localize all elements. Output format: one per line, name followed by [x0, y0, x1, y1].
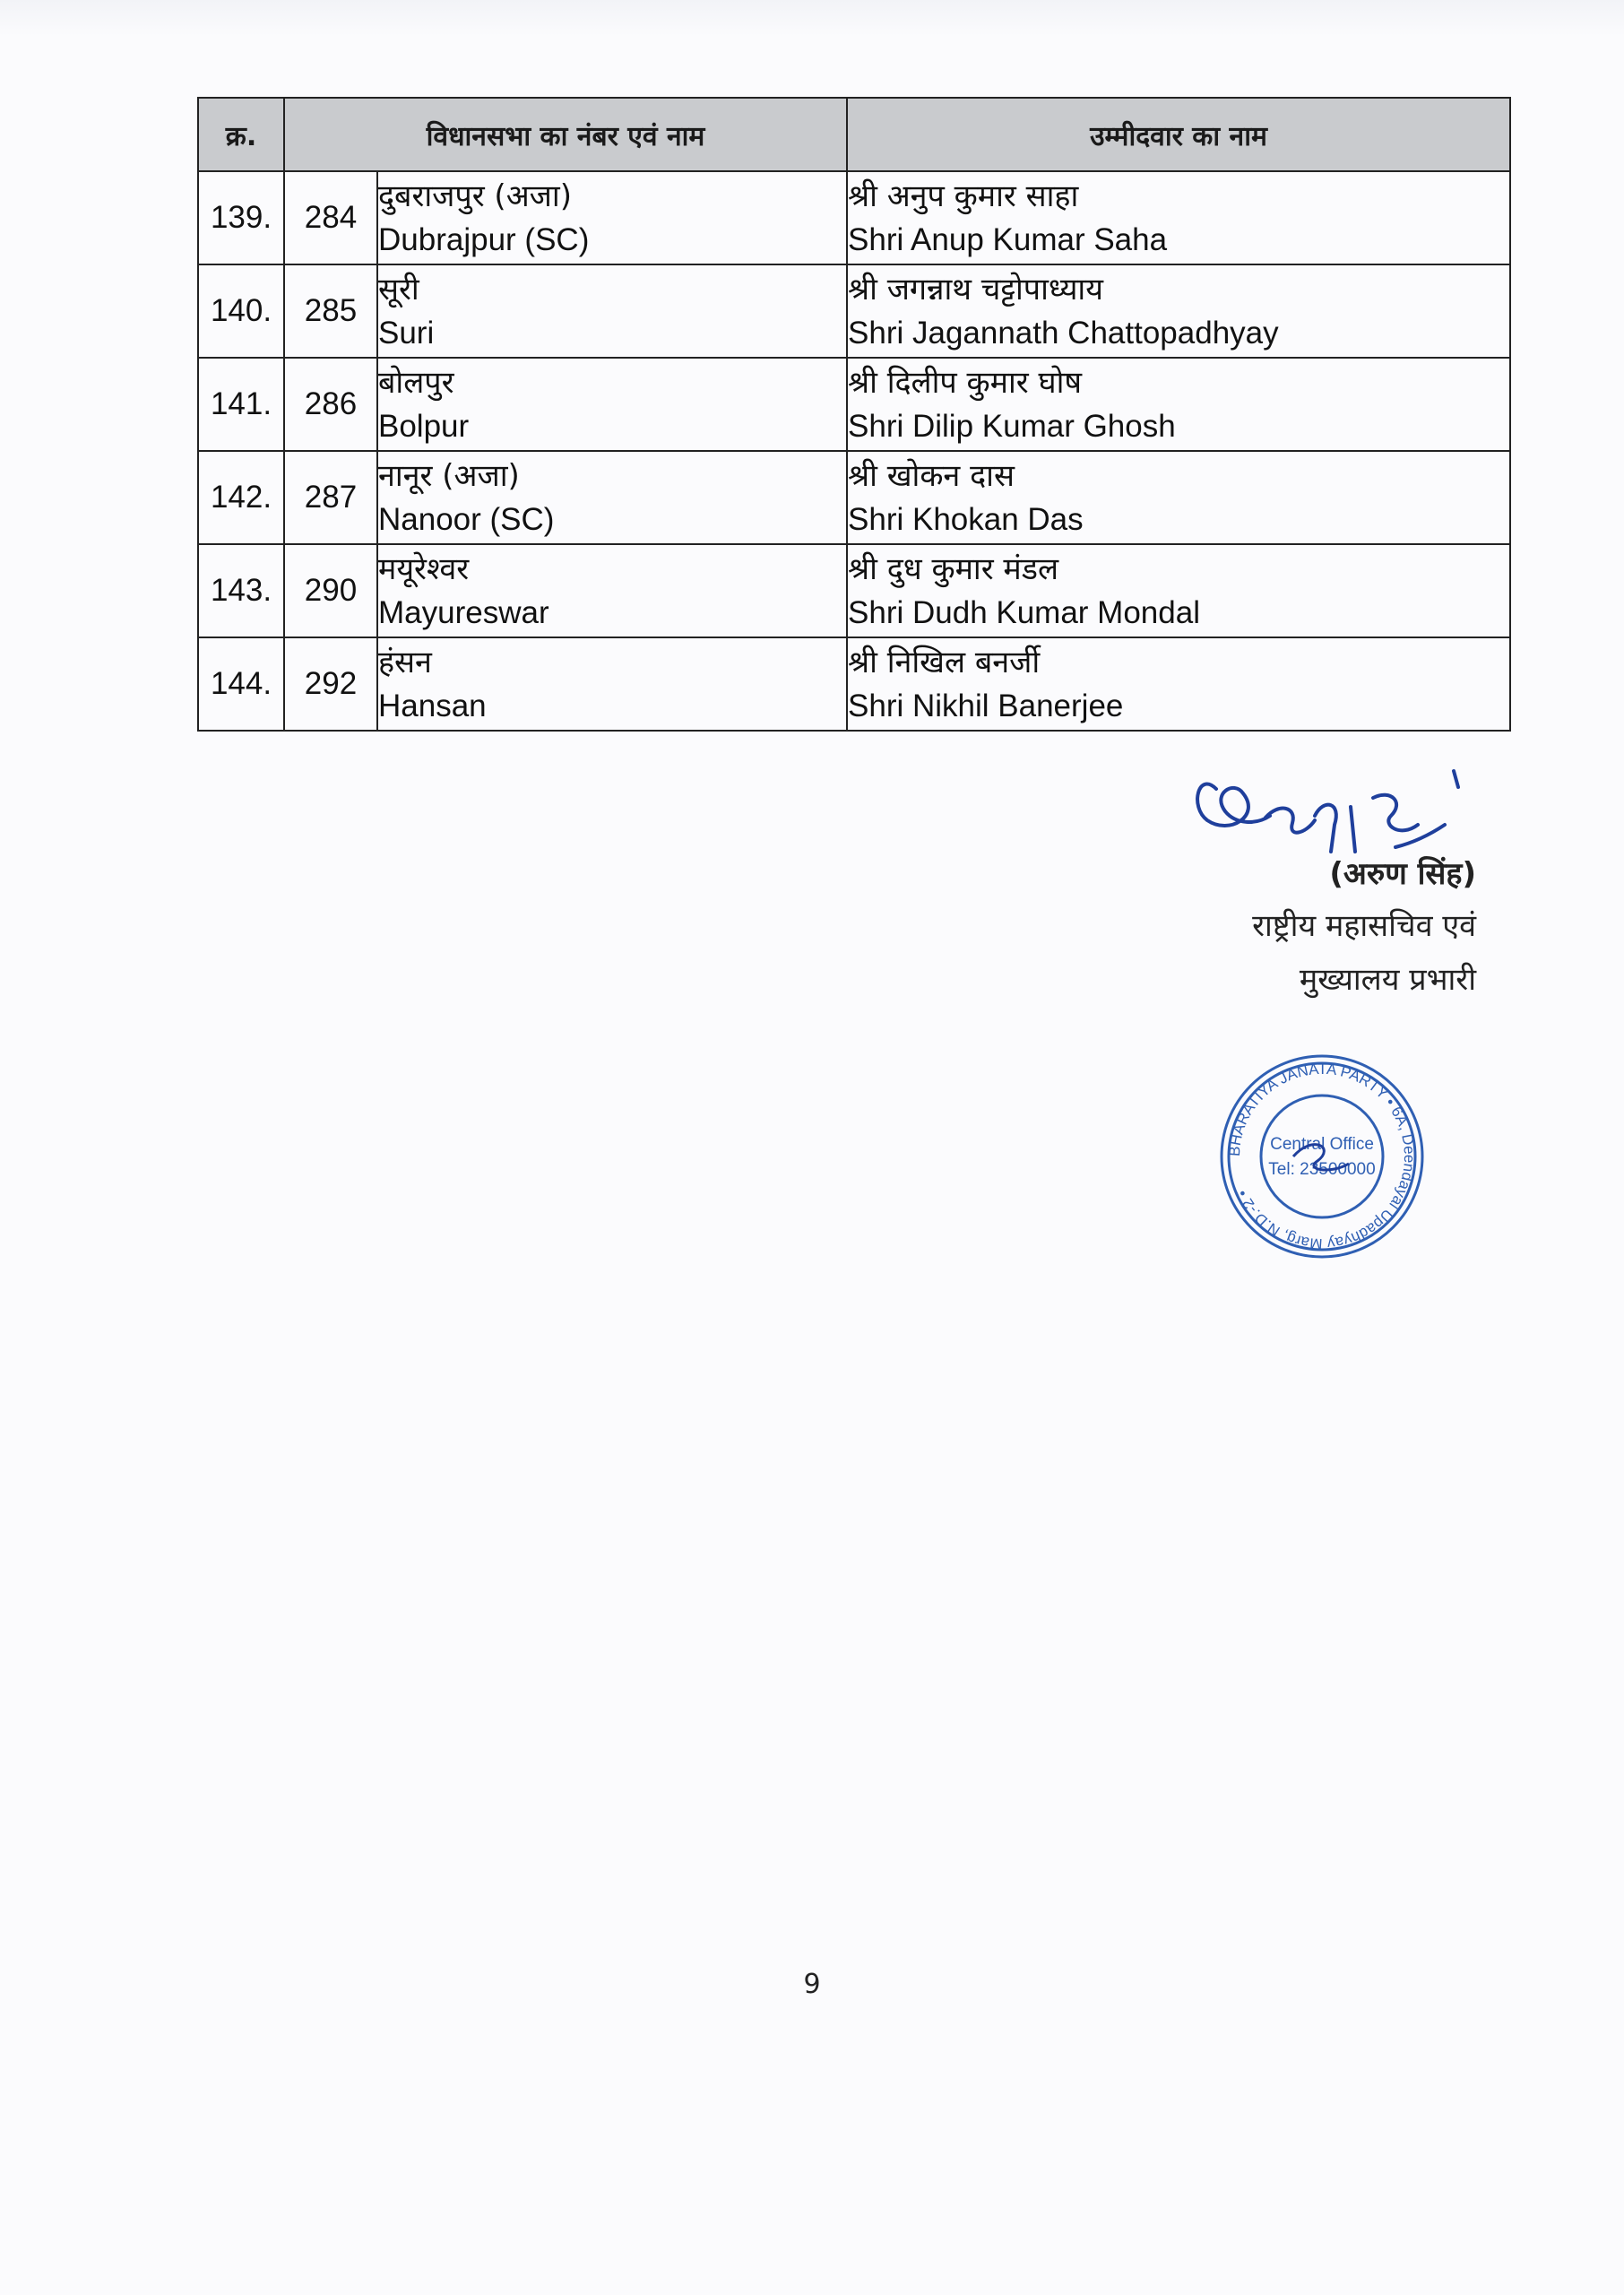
table-header-row	[198, 98, 1510, 171]
header-constituency: विधानसभा का नंबर एवं नाम	[284, 98, 847, 171]
constituency-name-hindi: मयूरेश्वर	[378, 551, 470, 587]
seal-line2: Tel: 23500000	[1268, 1160, 1376, 1179]
candidate-name-english: Shri Dilip Kumar Ghosh	[848, 409, 1176, 444]
constituency-name-english: Mayureswar	[378, 595, 549, 630]
candidate-name-hindi: श्री निखिल बनर्जी	[848, 645, 1041, 680]
constituency-name-hindi: बोलपुर	[378, 365, 454, 401]
candidate-name-hindi: श्री जगन्नाथ चट्टोपाध्याय	[848, 272, 1103, 307]
header-serial: क्र.	[198, 98, 284, 171]
constituency-name-cell	[377, 171, 847, 264]
constituency-name-hindi: नानूर (अजा)	[378, 458, 520, 494]
constituency-name-english: Hansan	[378, 688, 487, 723]
signer-name: (अरुण सिंह)	[1329, 856, 1476, 892]
candidate-name-english: Shri Anup Kumar Saha	[848, 222, 1168, 257]
table-row	[198, 637, 1510, 731]
candidate-name-hindi: श्री दुध कुमार मंडल	[848, 551, 1059, 587]
constituency-name-hindi: दुबराजपुर (अजा)	[378, 178, 572, 214]
serial-cell: 141.	[198, 358, 284, 451]
table-row	[198, 264, 1510, 358]
constituency-name-hindi: हंसन	[378, 645, 432, 680]
serial-cell: 144.	[198, 637, 284, 731]
table-row	[198, 358, 1510, 451]
constituency-name-hindi: सूरी	[378, 272, 419, 307]
candidate-name-english: Shri Nikhil Banerjee	[848, 688, 1124, 723]
signer-designation-line2: मुख्यालय प्रभारी	[1299, 962, 1476, 998]
candidate-name-cell	[847, 544, 1510, 637]
constituency-name-english: Bolpur	[378, 409, 470, 444]
constituency-number-cell: 290	[284, 544, 377, 637]
constituency-name-cell	[377, 637, 847, 731]
constituency-number-cell: 287	[284, 451, 377, 544]
constituency-name-english: Dubrajpur (SC)	[378, 222, 590, 257]
candidate-name-cell	[847, 637, 1510, 731]
candidate-name-english: Shri Khokan Das	[848, 502, 1084, 537]
table-row	[198, 544, 1510, 637]
candidate-name-cell	[847, 264, 1510, 358]
header-candidate: उम्मीदवार का नाम	[847, 98, 1510, 171]
serial-cell: 139.	[198, 171, 284, 264]
seal-line1: Central Office	[1270, 1135, 1374, 1154]
candidate-name-cell	[847, 171, 1510, 264]
candidate-name-hindi: श्री अनुप कुमार साहा	[848, 178, 1079, 214]
constituency-name-cell	[377, 264, 847, 358]
candidate-name-english: Shri Jagannath Chattopadhyay	[848, 316, 1279, 351]
constituency-number-cell: 284	[284, 171, 377, 264]
signer-designation-line1: राष्ट्रीय महासचिव एवं	[1252, 908, 1476, 944]
constituency-name-cell	[377, 451, 847, 544]
constituency-name-cell	[377, 358, 847, 451]
constituency-number-cell: 286	[284, 358, 377, 451]
serial-cell: 140.	[198, 264, 284, 358]
constituency-number-cell: 285	[284, 264, 377, 358]
candidate-name-cell	[847, 358, 1510, 451]
candidate-table	[197, 97, 1511, 732]
seal-ring-text: BHARATIYA JANATA PARTY • 6A, Deendayal Upadhyay Marg, N.D.-2 •	[1225, 1060, 1419, 1253]
constituency-number-cell: 292	[284, 637, 377, 731]
candidate-name-cell	[847, 451, 1510, 544]
candidate-name-hindi: श्री खोकन दास	[848, 458, 1015, 494]
serial-cell: 143.	[198, 544, 284, 637]
office-seal-stamp	[1214, 1049, 1430, 1264]
candidate-name-english: Shri Dudh Kumar Mondal	[848, 595, 1200, 630]
serial-cell: 142.	[198, 451, 284, 544]
table-row	[198, 451, 1510, 544]
candidate-name-hindi: श्री दिलीप कुमार घोष	[848, 365, 1083, 401]
constituency-name-english: Nanoor (SC)	[378, 502, 555, 537]
page-number: 9	[803, 1969, 821, 2000]
constituency-name-cell	[377, 544, 847, 637]
table-row	[198, 171, 1510, 264]
constituency-name-english: Suri	[378, 316, 435, 351]
